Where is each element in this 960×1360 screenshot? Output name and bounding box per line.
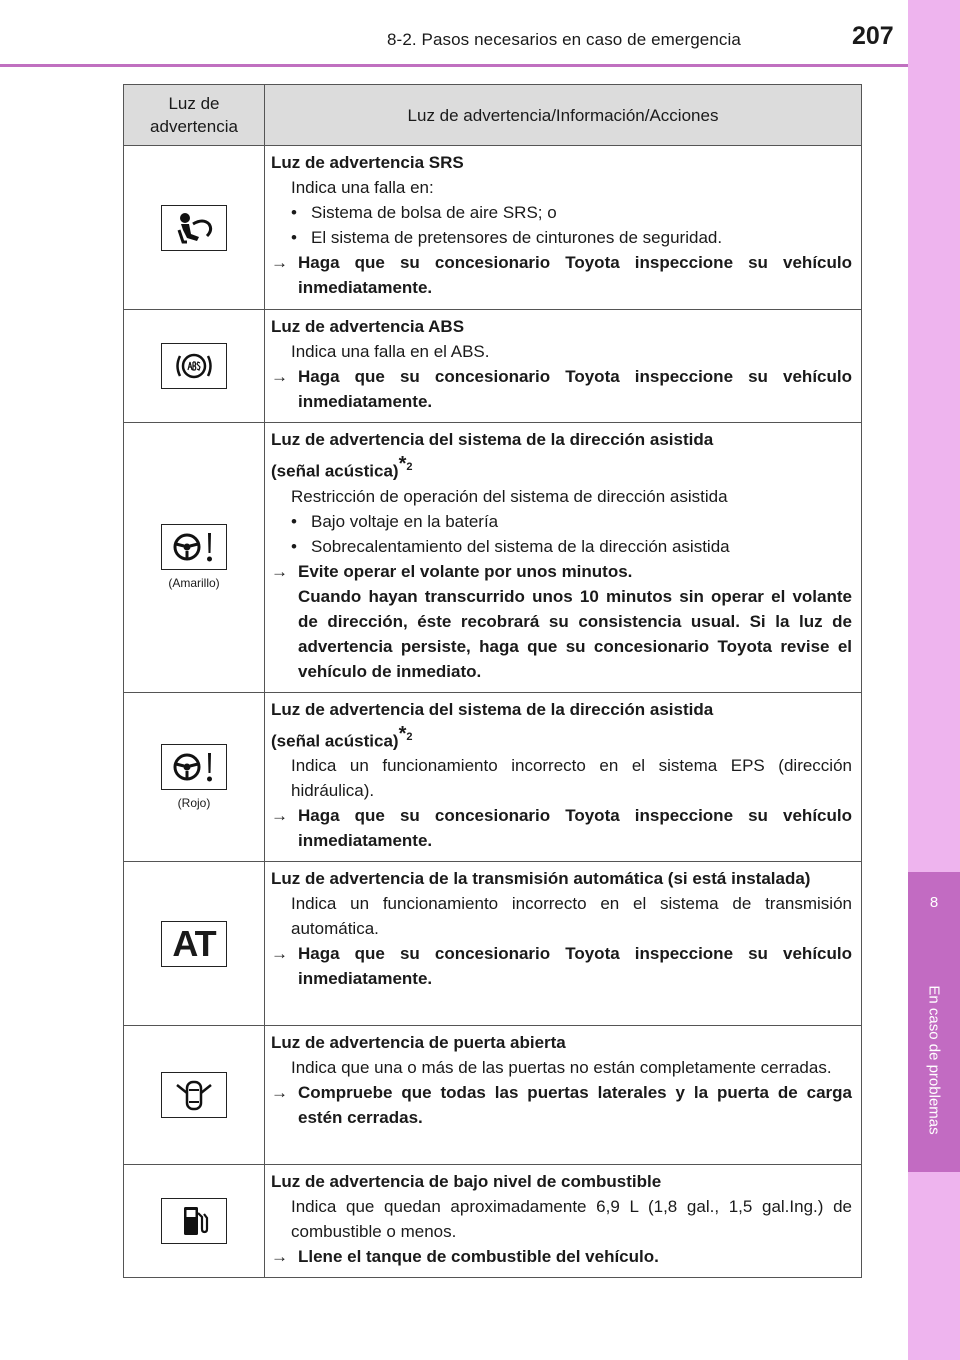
row-intro: Indica un funcionamiento incorrecto en el sistema de transmisión automática. bbox=[291, 894, 852, 939]
warning-lights-table bbox=[123, 84, 862, 1278]
srs-airbag-icon bbox=[161, 205, 227, 251]
icon-column-header: Luz de advertencia bbox=[124, 85, 265, 146]
row-action: → Haga que su concesionario Toyota inspeccione su vehículo inmediatamente. bbox=[271, 364, 852, 414]
footnote-marker: *2 bbox=[398, 722, 413, 745]
table-row bbox=[124, 310, 862, 423]
icon-cell bbox=[124, 423, 265, 693]
section-title: 8-2. Pasos necesarios en caso de emergencia bbox=[387, 30, 741, 49]
row-intro: Indica una falla en el ABS. bbox=[291, 342, 490, 361]
power-steering-icon bbox=[161, 524, 227, 570]
bullet-item: • Sobrecalentamiento del sistema de la dirección asistida bbox=[271, 534, 852, 559]
footnote-marker: *2 bbox=[398, 453, 413, 475]
icon-cell bbox=[124, 310, 265, 423]
door-open-icon bbox=[161, 1072, 227, 1118]
bullet-item: • Bajo voltaje en la batería bbox=[271, 509, 852, 534]
icon-cell bbox=[124, 692, 265, 862]
arrow-icon: → bbox=[271, 253, 288, 272]
action-detail: Cuando hayan transcurrido unos 10 minutos sin operar el volante de dirección, éste recobrará su consistencia usual. Si la luz de advertencia persiste, haga que su concesionario Toyota revise el vehículo de inmediato. bbox=[298, 586, 852, 681]
icon-cell bbox=[124, 1026, 265, 1165]
table-header-row bbox=[124, 85, 862, 146]
at-transmission-icon: AT bbox=[161, 921, 227, 967]
info-cell bbox=[265, 423, 862, 693]
info-cell bbox=[265, 692, 862, 862]
arrow-icon: → bbox=[271, 561, 288, 581]
bullet-item: • El sistema de pretensores de cinturones de seguridad. bbox=[271, 225, 852, 250]
row-action: → Llene el tanque de combustible del vehículo. bbox=[271, 1244, 852, 1269]
header-rule bbox=[0, 64, 908, 67]
icon-cell bbox=[124, 1165, 265, 1278]
row-title: Luz de advertencia ABS bbox=[271, 317, 465, 336]
abs-icon bbox=[161, 343, 227, 389]
info-cell bbox=[265, 1165, 862, 1278]
fuel-pump-icon bbox=[161, 1198, 227, 1244]
row-title: Luz de advertencia del sistema de la dirección asistida (señal acústica)$^{*2}$ bbox=[271, 430, 714, 481]
table-row bbox=[124, 1026, 862, 1165]
table-row bbox=[124, 862, 862, 1026]
row-intro: Indica que quedan aproximadamente 6,9 L (1,8 gal., 1,5 gal.Ing.) de combustible o menos. bbox=[291, 1197, 852, 1242]
row-title: Luz de advertencia SRS bbox=[271, 153, 464, 172]
info-cell bbox=[265, 146, 862, 310]
color-note: (Rojo) bbox=[177, 795, 211, 810]
arrow-icon: → bbox=[271, 367, 288, 386]
info-cell bbox=[265, 862, 862, 1026]
table-row bbox=[124, 692, 862, 862]
arrow-icon: → bbox=[271, 1247, 288, 1267]
row-intro: Indica una falla en: bbox=[291, 178, 434, 197]
arrow-icon: → bbox=[271, 806, 288, 826]
table-row bbox=[124, 423, 862, 693]
info-column-header: Luz de advertencia/Información/Acciones bbox=[265, 85, 862, 146]
bullet-item: • Sistema de bolsa de aire SRS; o bbox=[271, 200, 852, 225]
chapter-number: 8 bbox=[929, 894, 939, 911]
row-title: Luz de advertencia de la transmisión automática (si está instalada) bbox=[271, 869, 811, 889]
row-title: Luz de advertencia de bajo nivel de combustible bbox=[271, 1172, 662, 1192]
table-row bbox=[124, 1165, 862, 1278]
row-intro: Indica un funcionamiento incorrecto en el sistema EPS (dirección hidráulica). bbox=[291, 756, 852, 801]
row-title: Luz de advertencia del sistema de la dirección asistida (señal acústica)$^{*2}$ bbox=[271, 699, 714, 751]
row-action: → Evite operar el volante por unos minutos. Cuando hayan transcurrido unos 10 minutos sin operar el volante de dirección, éste recobrará su consistencia usual. Si la luz de advertencia persiste, haga que su concesionario Toyota revise el vehículo de inmediato. bbox=[271, 559, 852, 684]
page-number: 207 bbox=[852, 22, 894, 50]
row-title: Luz de advertencia de puerta abierta bbox=[271, 1033, 566, 1053]
arrow-icon: → bbox=[271, 1083, 288, 1103]
info-cell bbox=[265, 310, 862, 423]
chapter-title: En caso de problemas bbox=[925, 985, 943, 1135]
icon-cell bbox=[124, 146, 265, 310]
row-intro: Restricción de operación del sistema de dirección asistida bbox=[291, 486, 728, 506]
arrow-icon: → bbox=[271, 944, 288, 964]
row-action: → Haga que su concesionario Toyota inspeccione su vehículo inmediatamente. bbox=[271, 803, 852, 853]
row-action: → Haga que su concesionario Toyota inspeccione su vehículo inmediatamente. bbox=[271, 941, 852, 991]
power-steering-icon bbox=[161, 744, 227, 790]
row-action: → Compruebe que todas las puertas laterales y la puerta de carga estén cerradas. bbox=[271, 1080, 852, 1130]
icon-cell bbox=[124, 862, 265, 1026]
info-cell bbox=[265, 1026, 862, 1165]
color-note: (Amarillo) bbox=[168, 576, 220, 591]
table-row bbox=[124, 146, 862, 310]
row-intro: Indica que una o más de las puertas no están completamente cerradas. bbox=[291, 1058, 832, 1078]
row-action: → Haga que su concesionario Toyota inspeccione su vehículo inmediatamente. bbox=[271, 250, 852, 300]
